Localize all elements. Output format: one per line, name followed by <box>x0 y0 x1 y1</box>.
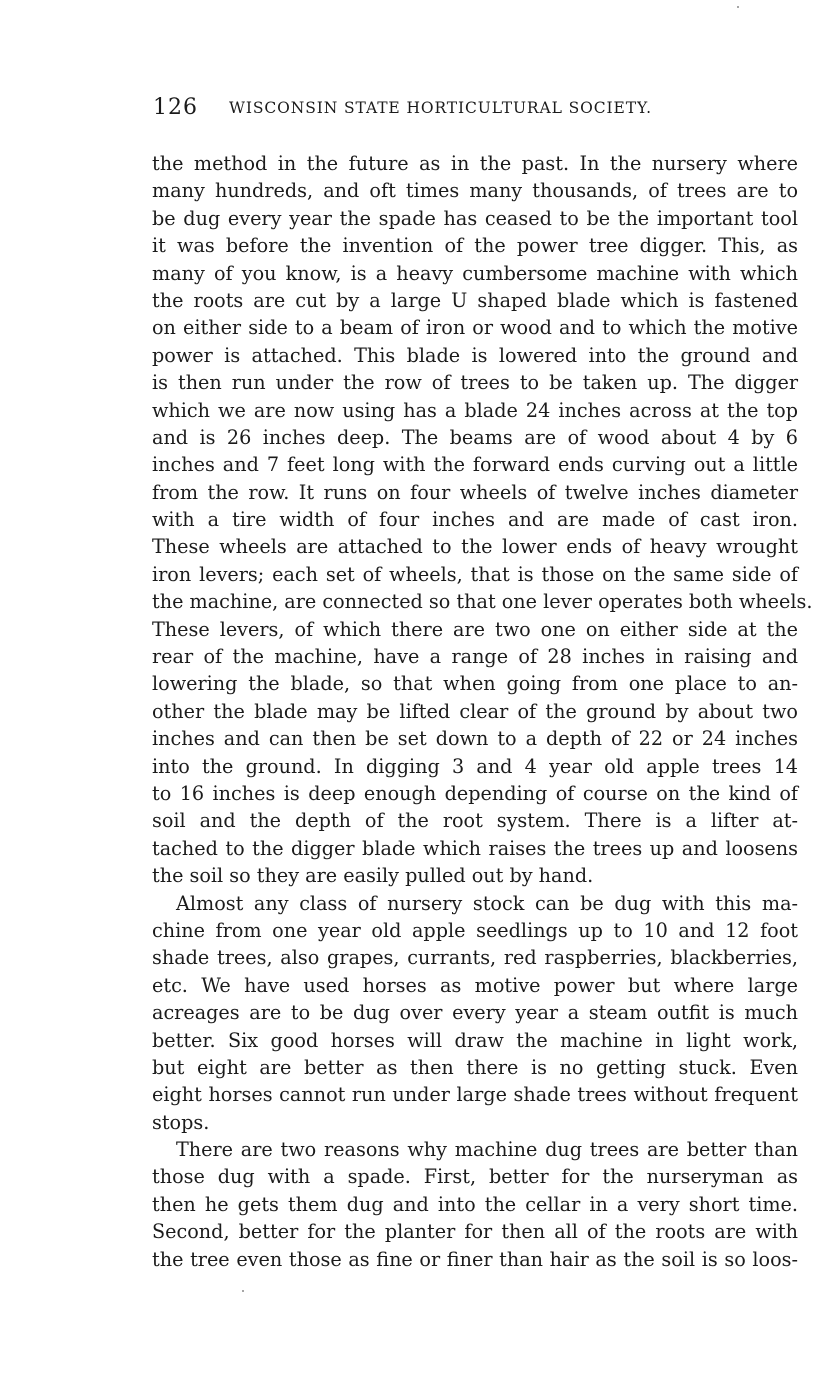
paragraph-digger-description <box>152 150 813 890</box>
text-line: from the row. It runs on four wheels of twelve inches diameter <box>152 480 798 504</box>
text-line: etc. We have used horses as motive power but where large <box>152 973 798 997</box>
text-line: many of you know, is a heavy cumbersome machine with which <box>152 261 798 285</box>
text-line: those dug with a spade. First, better for the nurseryman as <box>152 1165 798 1189</box>
text-line: the method in the future as in the past. In the nursery where <box>152 152 798 175</box>
text-line: shade trees, also grapes, currants, red raspberries, blackberries, <box>152 946 798 970</box>
text-line: soil and the depth of the root system. There is a lifter at- <box>152 809 798 833</box>
text-line: on either side to a beam of iron or wood and to which the motive <box>152 316 798 340</box>
text-line: lowering the blade, so that when going from one place to an- <box>152 672 798 696</box>
header-title: WISCONSIN STATE HORTICULTURAL SOCIETY. <box>229 99 652 117</box>
text-line: the roots are cut by a large U shaped blade which is fastened <box>152 288 798 312</box>
text-line: Second, better for the planter for then all of the roots are with <box>152 1220 798 1244</box>
text-line: many hundreds, and oft times many thousands, of trees are to <box>152 179 798 203</box>
text-line: stops. <box>152 1110 210 1134</box>
body-text <box>152 150 813 1273</box>
text-line: other the blade may be lifted clear of the ground by about two <box>152 699 798 723</box>
text-line: to 16 inches is deep enough depending of course on the kind of <box>152 781 798 805</box>
paper-speck <box>737 6 739 8</box>
paragraph-nursery-stock <box>152 890 798 1137</box>
text-line: the tree even those as fine or finer than hair as the soil is so loos- <box>152 1247 798 1271</box>
text-line: with a tire width of four inches and are made of cast iron. <box>152 508 798 532</box>
text-line: chine from one year old apple seedlings up to 10 and 12 foot <box>152 918 798 942</box>
text-line: it was before the invention of the power tree digger. This, as <box>152 234 798 258</box>
text-line: iron levers; each set of wheels, that is those on the same side of <box>152 562 798 586</box>
text-line: These levers, of which there are two one on either side at the <box>152 617 798 641</box>
text-line: eight horses cannot run under large shade trees without frequent <box>152 1083 798 1107</box>
page-number: 126 <box>153 95 198 120</box>
text-line: is then run under the row of trees to be taken up. The digger <box>152 371 798 395</box>
paragraph-two-reasons <box>152 1136 798 1273</box>
text-line: but eight are better as then there is no getting stuck. Even <box>152 1055 798 1079</box>
text-line: then he gets them dug and into the cellar in a very short time. <box>152 1192 798 1216</box>
paper-speck <box>242 1290 244 1292</box>
text-line: inches and 7 feet long with the forward ends curving out a little <box>152 453 798 477</box>
text-line: acreages are to be dug over every year a steam outfit is much <box>152 1001 798 1025</box>
text-line: tached to the digger blade which raises the trees up and loosens <box>152 836 798 860</box>
text-line: into the ground. In digging 3 and 4 year old apple trees 14 <box>152 754 798 778</box>
text-line: the soil so they are easily pulled out by hand. <box>152 864 594 888</box>
text-line: and is 26 inches deep. The beams are of wood about 4 by 6 <box>152 425 798 449</box>
text-line: better. Six good horses will draw the machine in light work, <box>152 1028 798 1052</box>
text-line: These wheels are attached to the lower ends of heavy wrought <box>152 535 798 559</box>
text-line: which we are now using has a blade 24 inches across at the top <box>152 398 798 422</box>
text-line: power is attached. This blade is lowered into the ground and <box>152 343 798 367</box>
text-line: be dug every year the spade has ceased to be the important tool <box>152 206 798 230</box>
text-line: the machine, are connected so that one lever operates both wheels. <box>152 590 813 614</box>
text-line: inches and can then be set down to a depth of 22 or 24 inches <box>152 727 798 751</box>
text-line: There are two reasons why machine dug trees are better than <box>176 1138 798 1162</box>
running-header <box>153 94 725 122</box>
text-line: Almost any class of nursery stock can be dug with this ma- <box>176 891 798 915</box>
text-line: rear of the machine, have a range of 28 inches in raising and <box>152 645 798 669</box>
